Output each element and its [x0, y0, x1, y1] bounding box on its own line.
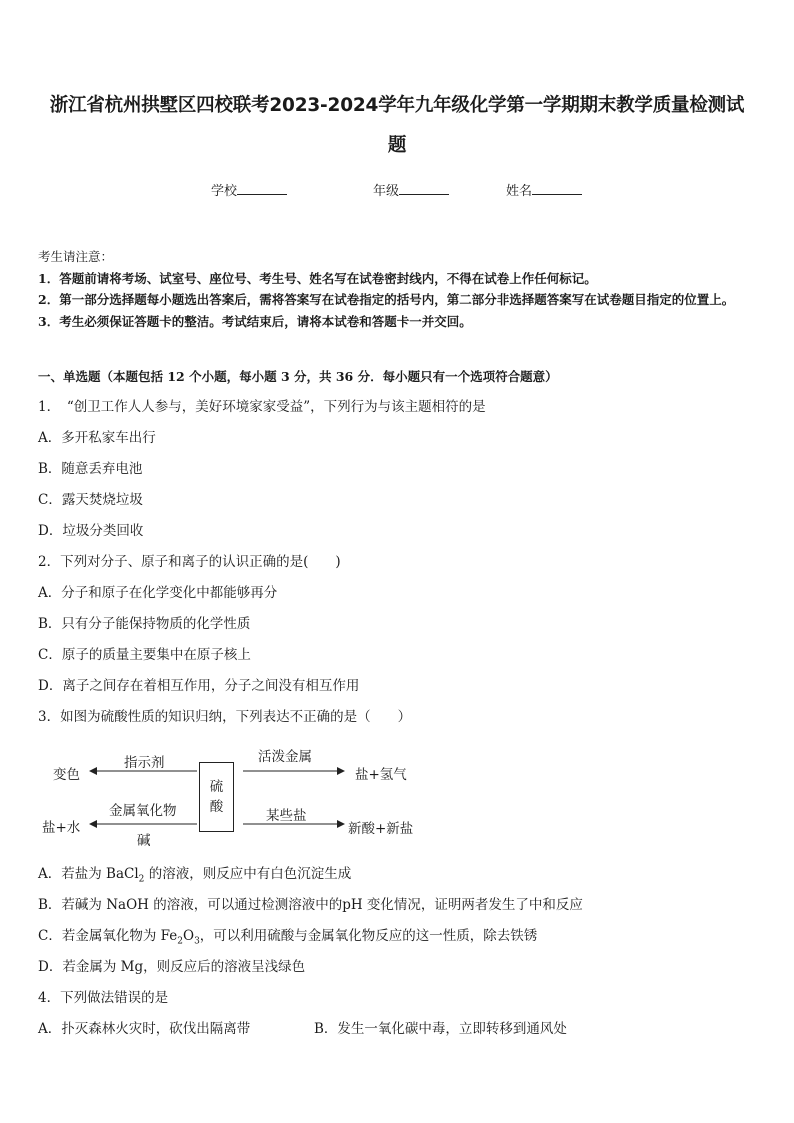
q3-option-a [38, 862, 762, 885]
q4-stem: 4．下列做法错误的是 [38, 990, 169, 1006]
diagram-arrows [38, 745, 438, 855]
q3-c-text-3: ，可以利用硫酸与金属氧化物反应的这一性质，除去铁锈 [199, 928, 538, 944]
q2-option-a: A．分子和原子在化学变化中都能够再分 [38, 585, 278, 601]
q3-option-c [38, 924, 762, 947]
school-field[interactable] [211, 180, 287, 199]
label-active-metal: 活泼金属 [258, 749, 312, 765]
result-salt-hydrogen: 盐+氢气 [355, 767, 407, 783]
q3-c-subscript-2: 3 [194, 936, 200, 947]
notice-item-1: 1．答题前请将考场、试室号、座位号、考生号、姓名写在试卷密封线内，不得在试卷上作任何标记。 [38, 270, 597, 286]
school-blank[interactable] [237, 181, 287, 195]
grade-field[interactable] [373, 180, 449, 199]
q2-stem: 2．下列对分子、原子和离子的认识正确的是( ) [38, 554, 341, 570]
q3-c-text-1: C．若金属氧化物为 Fe [38, 928, 178, 944]
q4-option-a: A．扑灭森林火灾时，砍伐出隔离带 [38, 1021, 251, 1037]
q1-option-b: B．随意丢弃电池 [38, 461, 143, 477]
q3-c-text-2: O [182, 928, 195, 944]
grade-blank[interactable] [399, 181, 449, 195]
q2-option-d: D．离子之间存在着相互作用，分子之间没有相互作用 [38, 678, 360, 694]
name-label: 姓名 [506, 184, 533, 199]
q2-option-b: B．只有分子能保持物质的化学性质 [38, 616, 251, 632]
q3-stem: 3．如图为硫酸性质的知识归纳，下列表达不正确的是（ ） [38, 709, 412, 725]
page-title [30, 86, 764, 166]
school-label: 学校 [211, 184, 238, 199]
q3-option-b: B．若碱为 NaOH 的溶液，可以通过检测溶液中的pH 变化情况，证明两者发生了中和反应 [38, 897, 583, 913]
result-color-change: 变色 [53, 767, 80, 783]
title-line-2: 题 [387, 135, 407, 156]
center-char-1: 硫 [209, 779, 224, 795]
q3-a-subscript: 2 [138, 874, 145, 885]
q3-a-text-1: A．若盐为 BaCl [38, 866, 139, 882]
student-info-fields [0, 180, 794, 200]
q4-option-b: B．发生一氧化碳中毒，立即转移到通风处 [314, 1021, 567, 1037]
name-field[interactable] [506, 180, 582, 199]
center-char-2: 酸 [209, 799, 224, 815]
label-base: 碱 [137, 833, 151, 849]
label-some-salt: 某些盐 [266, 808, 307, 824]
q3-a-text-2: 的溶液，则反应中有白色沉淀生成 [144, 866, 352, 882]
q1-option-c: C．露天焚烧垃圾 [38, 492, 143, 508]
q1-option-d: D．垃圾分类回收 [38, 523, 144, 539]
exam-notice [38, 246, 762, 332]
q2-option-c: C．原子的质量主要集中在原子核上 [38, 647, 251, 663]
grade-label: 年级 [373, 184, 400, 199]
sulfuric-acid-diagram [38, 745, 438, 855]
sulfuric-acid-box [199, 762, 234, 832]
title-line-1: 浙江省杭州拱墅区四校联考2023-2024学年九年级化学第一学期期末教学质量检测试 [49, 95, 745, 116]
notice-item-3: 3．考生必须保证答题卡的整洁。考试结束后，请将本试卷和答题卡一并交回。 [38, 313, 472, 329]
result-salt-water: 盐+水 [42, 820, 81, 836]
section-title: 一、单选题（本题包括 12 个小题，每小题 3 分，共 36 分．每小题只有一个选项符合题意） [38, 369, 558, 384]
q3-c-subscript-1: 2 [177, 936, 183, 947]
label-indicator: 指示剂 [124, 755, 165, 771]
label-metal-oxide: 金属氧化物 [109, 803, 177, 819]
notice-item-2: 2．第一部分选择题每小题选出答案后，需将答案写在试卷指定的括号内，第二部分非选择题答案写在试卷题目指定的位置上。 [38, 292, 735, 307]
result-new-acid-salt: 新酸+新盐 [348, 821, 414, 837]
notice-head: 考生请注意： [38, 249, 114, 264]
q3-option-d: D．若金属为 Mg，则反应后的溶液呈浅绿色 [38, 959, 306, 975]
q1-stem: 1． “创卫工作人人参与，美好环境家家受益”，下列行为与该主题相符的是 [38, 399, 486, 415]
name-blank[interactable] [532, 181, 582, 195]
q1-option-a: A．多开私家车出行 [38, 430, 156, 446]
